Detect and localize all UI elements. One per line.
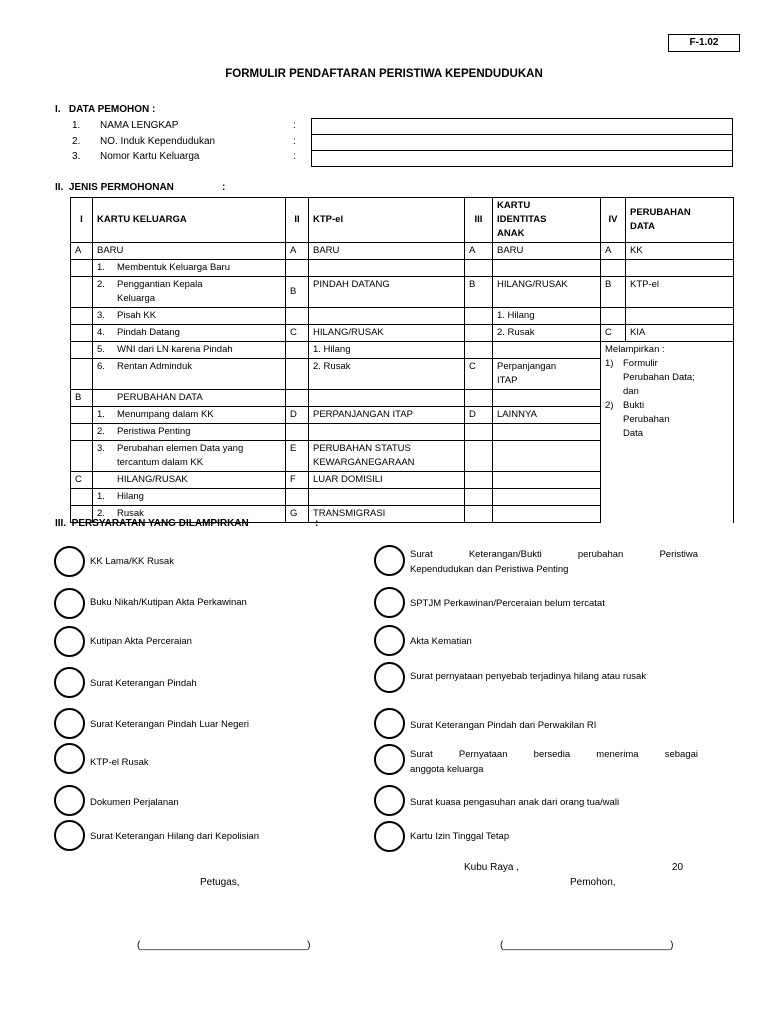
lampiran-text: Bukti Perubahan Data xyxy=(623,400,670,439)
requirement-label: Kartu Izin Tinggal Tetap xyxy=(410,831,510,842)
ktp-option: PINDAH DATANG xyxy=(309,277,465,308)
ktp-letter: D xyxy=(286,407,309,424)
checkbox-ket-pindah-ln[interactable] xyxy=(54,708,85,739)
kk-item-num: 1. xyxy=(97,409,105,420)
applicant-label: Pemohon, xyxy=(570,877,616,888)
officer-label: Petugas, xyxy=(200,877,240,888)
name-field[interactable] xyxy=(311,118,733,135)
kk-number-field[interactable] xyxy=(311,150,733,167)
perubahan-letter: B xyxy=(601,277,626,308)
kk-item-num: 2. xyxy=(97,426,105,437)
kk-item xyxy=(93,277,286,308)
kk-item-text: Pindah Datang xyxy=(117,327,180,338)
kk-item-num: 5. xyxy=(97,344,105,355)
checkbox-ket-hilang[interactable] xyxy=(54,820,85,851)
kk-item-text: Membentuk Keluarga Baru xyxy=(117,262,231,273)
checkbox-akta-kematian[interactable] xyxy=(374,625,405,656)
kk-item-text: Hilang xyxy=(117,491,144,502)
kia-letter: C xyxy=(465,359,493,390)
form-code: F-1.02 xyxy=(668,34,740,52)
ktp-letter: A xyxy=(286,243,309,260)
kk-item-text: Rentan Adminduk xyxy=(117,361,192,372)
perubahan-letter: C xyxy=(601,325,626,342)
header-ktp-el: KTP-el xyxy=(309,198,465,243)
checkbox-akta-perceraian[interactable] xyxy=(54,626,85,657)
kk-item xyxy=(93,325,286,342)
ktp-letter: F xyxy=(286,472,309,489)
ktp-option: LUAR DOMISILI xyxy=(309,472,465,489)
field-colon: : xyxy=(293,136,296,147)
field-num-1: 1. xyxy=(72,120,81,131)
kk-item-num: 4. xyxy=(97,327,105,338)
requirement-label: Kependudukan dan Peristiwa Penting xyxy=(410,564,569,575)
kk-item-text: Menumpang dalam KK xyxy=(117,409,214,420)
kk-letter-b: B xyxy=(71,390,93,407)
ktp-letter: E xyxy=(286,441,309,472)
signature-place: Kubu Raya , xyxy=(464,862,520,873)
kk-item-num: 1. xyxy=(97,262,105,273)
kk-item-text: Peristiwa Penting xyxy=(117,426,191,437)
kk-item-text: Pisah KK xyxy=(117,310,157,321)
ktp-letter: C xyxy=(286,325,309,342)
section-3-colon: : xyxy=(315,518,319,529)
lampiran-text: Formulir Perubahan Data; dan xyxy=(623,358,695,397)
requirement-label: Surat Keterangan Pindah xyxy=(90,678,197,689)
kia-option: BARU xyxy=(493,243,601,260)
kk-item xyxy=(93,489,286,506)
melampirkan-cell xyxy=(601,342,734,523)
requirement-label: Surat Keterangan Pindah dari Perwakilan RI xyxy=(410,720,597,731)
field-num-3: 3. xyxy=(72,151,81,162)
requirement-label: Surat Keterangan/Bukti perubahan Peristiwa xyxy=(410,549,698,560)
checkbox-sptjm[interactable] xyxy=(374,587,405,618)
field-colon: : xyxy=(293,120,296,131)
checkbox-kitap[interactable] xyxy=(374,821,405,852)
requirement-label: Akta Kematian xyxy=(410,636,472,647)
ktp-option: BARU xyxy=(309,243,465,260)
requirement-label: Kutipan Akta Perceraian xyxy=(90,636,192,647)
field-label-name: NAMA LENGKAP xyxy=(100,120,179,131)
ktp-suboption: 2. Rusak xyxy=(309,359,465,390)
checkbox-ktp-el-rusak[interactable] xyxy=(54,743,85,774)
jenis-permohonan-table xyxy=(70,197,734,523)
field-label-kk: Nomor Kartu Keluarga xyxy=(100,151,200,162)
kk-item-text: WNI dari LN karena Pindah xyxy=(117,344,233,355)
requirement-label: Surat pernyataan penyebab terjadinya hilang atau rusak xyxy=(410,671,647,682)
perubahan-letter: A xyxy=(601,243,626,260)
kk-item-num: 1. xyxy=(97,491,105,502)
checkbox-kuasa-pengasuhan[interactable] xyxy=(374,785,405,816)
section-1-heading: I. DATA PEMOHON : xyxy=(55,104,156,115)
checkbox-buku-nikah[interactable] xyxy=(54,588,85,619)
kk-item-text: Rusak xyxy=(117,508,144,519)
perubahan-option: KTP-el xyxy=(626,277,734,308)
header-kartu-keluarga: KARTU KELUARGA xyxy=(93,198,286,243)
section-2-colon: : xyxy=(222,182,226,193)
requirement-label: Surat Pernyataan bersedia menerima sebagai xyxy=(410,749,698,760)
kk-item xyxy=(93,359,286,390)
kk-item xyxy=(93,441,286,472)
section-3-heading: III. PERSYARATAN YANG DILAMPIRKAN xyxy=(55,518,249,529)
kia-letter: A xyxy=(465,243,493,260)
ktp-letter: B xyxy=(286,277,309,308)
header-perubahan-data: PERUBAHAN DATA xyxy=(626,198,734,243)
header-col-iii: III xyxy=(465,198,493,243)
checkbox-ket-pindah[interactable] xyxy=(54,667,85,698)
kk-item-num: 2. xyxy=(97,508,105,519)
header-col-iv: IV xyxy=(601,198,626,243)
signature-year: 20 xyxy=(672,862,684,873)
checkbox-pernyataan-bersedia[interactable] xyxy=(374,744,405,775)
checkbox-dokumen-perjalanan[interactable] xyxy=(54,785,85,816)
ktp-option: PERUBAHAN STATUS KEWARGANEGARAAN xyxy=(309,441,465,472)
kia-letter: D xyxy=(465,407,493,424)
kia-option: LAINNYA xyxy=(493,407,601,424)
kia-suboption: 1. Hilang xyxy=(493,308,601,325)
lampiran-num: 1) xyxy=(605,358,614,369)
requirement-label: Buku Nikah/Kutipan Akta Perkawinan xyxy=(90,597,247,608)
ktp-letter: G xyxy=(286,506,309,523)
perubahan-option: KK xyxy=(626,243,734,260)
kk-item-num: 3. xyxy=(97,310,105,321)
field-num-2: 2. xyxy=(72,136,81,147)
kia-option: HILANG/RUSAK xyxy=(493,277,601,308)
perubahan-option: KIA xyxy=(626,325,734,342)
field-label-nik: NO. Induk Kependudukan xyxy=(100,136,216,147)
ktp-option: HILANG/RUSAK xyxy=(309,325,465,342)
requirement-label: KK Lama/KK Rusak xyxy=(90,556,174,567)
ktp-option: TRANSMIGRASI xyxy=(309,506,465,523)
requirement-label: Dokumen Perjalanan xyxy=(90,797,179,808)
requirement-label: anggota keluarga xyxy=(410,764,484,775)
form-title: FORMULIR PENDAFTARAN PERISTIWA KEPENDUDUKAN xyxy=(225,68,543,80)
header-col-i: I xyxy=(71,198,93,243)
section-2-heading: II. JENIS PERMOHONAN xyxy=(55,182,174,193)
nik-field[interactable] xyxy=(311,134,733,151)
kk-section-b-label: PERUBAHAN DATA xyxy=(93,390,286,407)
kk-item xyxy=(93,308,286,325)
kk-letter-c: C xyxy=(71,472,93,489)
lampiran-num: 2) xyxy=(605,400,614,411)
applicant-signature-line[interactable]: (______________________________) xyxy=(500,940,674,951)
officer-signature-line[interactable]: (______________________________) xyxy=(137,940,311,951)
requirement-label: Surat Keterangan Hilang dari Kepolisian xyxy=(90,831,259,842)
kk-item xyxy=(93,407,286,424)
kk-letter-a: A xyxy=(71,243,93,260)
kk-item-num: 2. xyxy=(97,279,105,290)
checkbox-pernyataan-hilang[interactable] xyxy=(374,662,405,693)
checkbox-bukti-perubahan[interactable] xyxy=(374,545,405,576)
checkbox-kk-lama[interactable] xyxy=(54,546,85,577)
kia-letter: B xyxy=(465,277,493,308)
kk-item-num: 3. xyxy=(97,443,105,454)
field-colon: : xyxy=(293,151,296,162)
ktp-suboption: 1. Hilang xyxy=(309,342,465,359)
requirement-label: Surat Keterangan Pindah Luar Negeri xyxy=(90,719,249,730)
kk-item xyxy=(93,424,286,441)
kk-section-c-label: HILANG/RUSAK xyxy=(93,472,286,489)
header-kartu-identitas-anak: KARTU IDENTITAS ANAK xyxy=(493,198,601,243)
kia-option: Perpanjangan ITAP xyxy=(493,359,601,390)
kk-item-text: Penggantian Kepala Keluarga xyxy=(117,279,203,304)
checkbox-pindah-perwakilan[interactable] xyxy=(374,708,405,739)
kk-item-text: Perubahan elemen Data yang tercantum dalam KK xyxy=(117,443,244,468)
melampirkan-label: Melampirkan : xyxy=(605,344,665,355)
requirement-label: KTP-el Rusak xyxy=(90,757,149,768)
kk-item xyxy=(93,342,286,359)
kk-item-num: 6. xyxy=(97,361,105,372)
kia-suboption: 2. Rusak xyxy=(493,325,601,342)
requirement-label: SPTJM Perkawinan/Perceraian belum tercatat xyxy=(410,598,605,609)
kk-item xyxy=(93,260,286,277)
requirement-label: Surat kuasa pengasuhan anak dari orang tua/wali xyxy=(410,797,620,808)
header-col-ii: II xyxy=(286,198,309,243)
ktp-option: PERPANJANGAN ITAP xyxy=(309,407,465,424)
kk-section-a-label: BARU xyxy=(93,243,286,260)
